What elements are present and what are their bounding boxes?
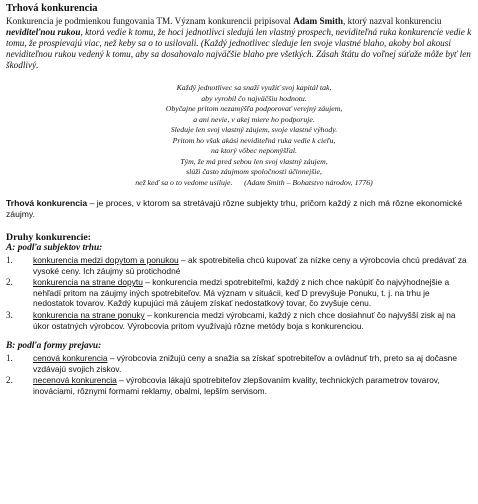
smith-quote: [6, 83, 472, 188]
definition-paragraph: [6, 198, 472, 220]
item-term: necenová konkurencia: [33, 375, 117, 386]
list-item: [6, 255, 472, 276]
list-item: [6, 353, 472, 374]
quote-line: Obyčajne pritom nezamýšľa podporovať verejný záujem,: [165, 104, 343, 113]
document-title: Trhová konkurencia: [6, 3, 98, 14]
list-item: [6, 375, 472, 396]
intro-name: Adam Smith: [293, 16, 343, 26]
item-number: 1.: [6, 255, 13, 265]
definition-term: Trhová konkurencia: [6, 198, 88, 208]
item-term: konkurencia na strane ponuky: [33, 309, 145, 320]
item-text: – konkurencia medzi výrobcami, každý z nich chce dosiahnuť čo najvyšší zisk aj na úkor ostatných výrobcov. Výrobcovia pritom využívajú rôzne metódy boja s konkurenciou.: [33, 309, 456, 331]
intro-paragraph: [6, 16, 472, 71]
intro-text-3: , ktorá vedie k tomu, že hoci jednotlivci sledujú len vlastný prospech, neviditeľná ruka konkurencie vedie k tomu, že prospievajú viac, než keby sa o to usilovali. (Každý jednotlivec sleduje len svoje vlastné blaho, akoby bol akousi neviditeľnou rukou vedený k tomu, aby sa dosahovalo najväčšie blaho pre všetkých. Zásah štátu do voľnej súťaže môže byť len škodlivý.: [6, 27, 472, 70]
definition-text: – je proces, v ktorom sa stretávajú rôzne subjekty trhu, pričom každý z nich má rôzne ekonomické záujmy.: [6, 198, 463, 219]
quote-line: Pritom ho však akási neviditeľná ruka vedie k cieľu,: [172, 135, 336, 145]
intro-text-1: Konkurencia je podmienkou fungovania TM. Význam konkurencii pripisoval: [6, 16, 294, 26]
list-item: [6, 277, 472, 309]
quote-line: a ani nevie, v akej miere ho podporuje.: [193, 114, 315, 124]
quote-line: na ktorý vôbec nepomýšľal.: [211, 146, 297, 155]
quote-line: Každý jednotlivec sa snaží využiť svoj kapitál tak,: [176, 83, 332, 92]
list-item: [6, 310, 472, 331]
item-number: 2.: [6, 277, 13, 288]
item-text: – konkurencia medzi spotrebiteľmi, každý z nich chce nakúpiť čo najvýhodnejšie a nehľadí pritom na záujmy iných spotrebiteľov. Má význam v situácii, keď D prevyšuje Ponuku, t. j. na trhu je nedostatok tovarov. Každý kupujúci má záujem získať nedostatkový tovar, čo zvyšuje cenu.: [33, 277, 450, 309]
group-a-list: [6, 255, 472, 331]
item-number: 3.: [6, 309, 13, 320]
quote-line: Sleduje len svoj vlastný záujem, svoje vlastné výhody.: [170, 125, 338, 134]
group-b-label: B: podľa formy prejavu:: [6, 341, 102, 352]
item-term: konkurencia na strane dopytu: [33, 277, 143, 288]
item-number: 2.: [6, 375, 13, 386]
group-a-label: A: podľa subjektov trhu:: [6, 243, 103, 253]
item-text: – ak spotrebitelia chcú kupovať za nízke ceny a výrobcovia chcú predávať za vysoké ceny. Ich záujmy sú protichodné: [33, 255, 467, 276]
intro-text-2: , ktorý nazval konkurenciu: [343, 16, 442, 26]
group-b-list: [6, 353, 472, 396]
item-term: konkurencia medzi dopytom a ponukou: [33, 255, 179, 265]
quote-attribution: (Adam Smith – Bohatstvo národov, 1776): [244, 177, 373, 187]
item-text: – výrobcovia znižujú ceny a snažia sa získať spotrebiteľov a ovládnuť trh, preto sa aj dočasne vzdávajú svojich ziskov.: [33, 353, 457, 374]
quote-line: slúži často záujmom spoločnosti účinnejšie,: [186, 167, 322, 176]
item-text: – výrobcovia lákajú spotrebiteľov zlepšovaním kvality, technických parametrov tovarov, inováciami, rôznymi formami reklamy, obalmi, lepším servisom.: [33, 375, 440, 396]
quote-line: Tým, že má pred sebou len svoj vlastný záujem,: [180, 156, 328, 166]
item-term: cenová konkurencia: [33, 353, 108, 364]
intro-term: neviditeľnou rukou: [6, 27, 81, 37]
item-number: 1.: [6, 353, 13, 364]
quote-line: než keď sa o to vedome usiluje.: [135, 177, 233, 187]
quote-last-line: [6, 178, 472, 189]
quote-line: aby vyrobil čo najväčšiu hodnotu.: [201, 93, 307, 103]
types-heading: Druhy konkurencie:: [6, 232, 92, 243]
